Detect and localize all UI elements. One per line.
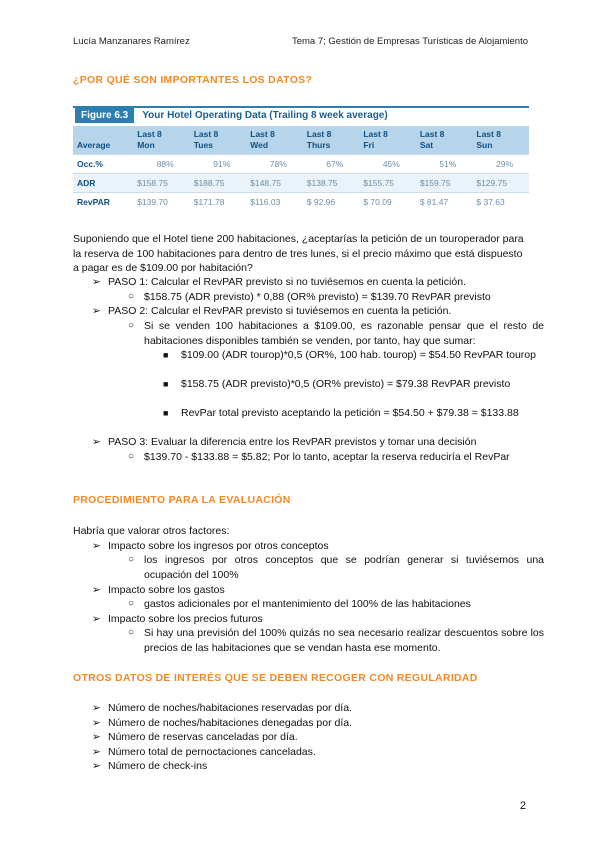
column-header-line: Last 8 <box>476 129 501 139</box>
column-header-line: Mon <box>137 140 155 150</box>
section-title-importance: ¿POR QUÉ SON IMPORTANTES LOS DATOS? <box>73 74 313 86</box>
step-2-bullet-1: ■ $109.00 (ADR tourop)*0,5 (OR%, 100 hab. tourop) = $54.50 RevPAR tourop <box>163 348 546 363</box>
table-cell: $ 92.96 <box>303 193 360 212</box>
table-body <box>73 155 529 212</box>
column-header-line: Wed <box>250 140 269 150</box>
column-header-line: Tues <box>193 140 213 150</box>
column-header-line: Last 8 <box>193 129 219 139</box>
procedure-intro: Habría que valorar otros factores: <box>73 525 230 537</box>
step-2-sub: ○ Si se venden 100 habitaciones a $109.00, es razonable pensar que el resto de habitaciones disponibles también se venden, por tanto, hay que sumar: <box>128 319 544 348</box>
column-header-line: Last 8 <box>363 129 388 139</box>
table-row <box>73 155 529 174</box>
factor-1-sub: ○ los ingresos por otros conceptos que se podrían generar si tuviésemos una ocupación del 100% <box>128 553 544 582</box>
other-data-item: ➢ Número de reservas canceladas por día. <box>92 730 544 745</box>
column-header-line: Last 8 <box>306 129 332 139</box>
table-cell: 29% <box>472 155 529 174</box>
row-header: Occ.% <box>73 155 133 174</box>
table-cell: $ 81.47 <box>416 193 473 212</box>
factor-2: ➢ Impacto sobre los gastos <box>92 583 544 598</box>
section-title-procedure: PROCEDIMIENTO PARA LA EVALUACIÓN <box>73 494 291 506</box>
table-cell: 78% <box>246 155 303 174</box>
factor-2-sub: ○ gastos adicionales por el mantenimiento del 100% de las habitaciones <box>128 597 544 612</box>
column-header-day <box>133 126 190 155</box>
table-cell: 88% <box>133 155 190 174</box>
figure-title-bar <box>73 106 529 123</box>
table-cell: $ 70.09 <box>359 193 416 212</box>
column-header-day <box>190 126 247 155</box>
other-data-item: ➢ Número de noches/habitaciones reservadas por día. <box>92 701 544 716</box>
table-cell: 91% <box>190 155 247 174</box>
other-data-item: ➢ Número de noches/habitaciones denegadas por día. <box>92 716 544 731</box>
table-cell: 51% <box>416 155 473 174</box>
column-header-line: Last 8 <box>419 129 445 139</box>
table-cell: $148.75 <box>246 174 303 193</box>
row-header: RevPAR <box>73 193 133 212</box>
other-data-item: ➢ Número total de pernoctaciones canceladas. <box>92 745 544 760</box>
column-header-line: Average <box>77 140 111 150</box>
column-header-line: Last 8 <box>250 129 275 139</box>
table-cell: 67% <box>303 155 360 174</box>
table-cell: $139.70 <box>133 193 190 212</box>
table-row <box>73 174 529 193</box>
figure-hotel-operating-data <box>73 106 529 214</box>
figure-caption: Your Hotel Operating Data (Trailing 8 week average) <box>142 110 388 121</box>
table-cell: $155.75 <box>359 174 416 193</box>
section-title-other-data: OTROS DATOS DE INTERÉS QUE SE DEBEN RECOGER CON REGULARIDAD <box>73 672 478 684</box>
column-header-day <box>303 126 360 155</box>
table-cell: $158.75 <box>133 174 190 193</box>
step-3-sub: ○ $139.70 - $133.88 = $5.82; Por lo tanto, aceptar la reserva reduciría el RevPar <box>128 450 544 465</box>
table-cell: $ 37.63 <box>472 193 529 212</box>
table-cell: $171.78 <box>190 193 247 212</box>
step-2-bullet-3: ■ RevPar total previsto aceptando la petición = $54.50 + $79.38 = $133.88 <box>163 406 546 421</box>
column-header-line: Fri <box>363 140 375 150</box>
column-header-line: Sat <box>419 140 434 150</box>
other-data-item: ➢ Número de check-ins <box>92 759 544 774</box>
step-2: ➢ PASO 2: Calcular el RevPAR previsto si tuviésemos en cuenta la petición. <box>92 304 544 319</box>
step-2-bullet-2: ■ $158.75 (ADR previsto)*0,5 (OR% previsto) = $79.38 RevPAR previsto <box>163 377 546 392</box>
header-author: Lucía Manzanares Ramírez <box>73 36 190 47</box>
column-header-line: Thurs <box>306 140 331 150</box>
column-header-day <box>246 126 303 155</box>
factor-3-sub: ○ Si hay una previsión del 100% quizás no sea necesario realizar descuentos sobre los precios de las habitaciones que se vendan hasta ese momento. <box>128 626 544 655</box>
step-1: ➢ PASO 1: Calcular el RevPAR previsto si no tuviésemos en cuenta la petición. <box>92 275 544 290</box>
factor-1: ➢ Impacto sobre los ingresos por otros conceptos <box>92 539 544 554</box>
factor-3: ➢ Impacto sobre los precios futuros <box>92 612 544 627</box>
operating-data-table <box>73 126 529 211</box>
table-cell: 45% <box>359 155 416 174</box>
column-header-line: Sun <box>476 140 493 150</box>
page-number: 2 <box>519 800 526 812</box>
table-cell: $159.75 <box>416 174 473 193</box>
column-header-line: Last 8 <box>137 129 162 139</box>
column-header-average <box>73 126 133 155</box>
column-header-day <box>416 126 473 155</box>
step-1-calc: ○ $158.75 (ADR previsto) * 0,88 (OR% previsto) = $139.70 RevPAR previsto <box>128 290 544 305</box>
table-row <box>73 193 529 212</box>
figure-number: Figure 6.3 <box>75 108 134 123</box>
row-header: ADR <box>73 174 133 193</box>
column-header-day <box>359 126 416 155</box>
table-header-row <box>73 126 529 155</box>
step-3: ➢ PASO 3: Evaluar la diferencia entre los RevPAR previstos y tomar una decisión <box>92 435 544 450</box>
table-cell: $129.75 <box>472 174 529 193</box>
question-paragraph: Suponiendo que el Hotel tiene 200 habitaciones, ¿aceptarías la petición de un touroperador para la reserva de 100 habitaciones para dentro de tres lunes, si el precio máximo que está dispuesto a pagar es de $109.00 por habitación? <box>73 233 524 274</box>
column-header-day <box>472 126 529 155</box>
header-subject: Tema 7; Gestión de Empresas Turísticas de Alojamiento <box>291 36 528 47</box>
table-cell: $188.75 <box>190 174 247 193</box>
table-cell: $116.03 <box>246 193 303 212</box>
table-cell: $138.75 <box>303 174 360 193</box>
